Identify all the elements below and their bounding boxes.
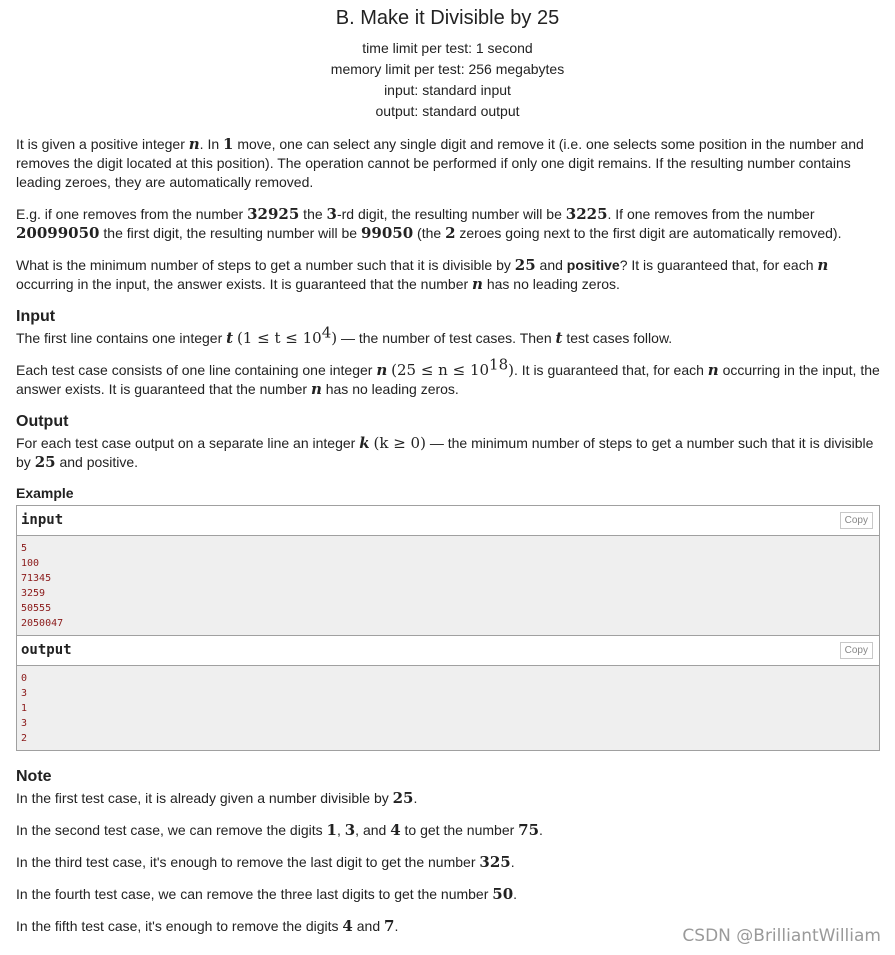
output-spec: output: standard output: [375, 103, 520, 119]
note-paragraph-3: In the third test case, it's enough to remove the last digit to get the number 325.: [16, 853, 515, 871]
output-paragraph-1: For each test case output on a separate line an integer k (k ≥ 0) — the minimum number of steps to get a number such that it is divisible by 25 and positive.: [16, 434, 874, 471]
statement-paragraph-1: It is given a positive integer n. In 1 move, one can select any single digit and remove it (i.e. one selects some position in the number and removes the digit located at this position). The operation cannot be performed if only one digit remains. If the resulting number contains leading zeroes, they are automatically removed.: [16, 135, 864, 190]
sample-line: 1: [21, 703, 28, 714]
time-limit: time limit per test: 1 second: [362, 40, 533, 56]
sample-line: 2: [21, 733, 28, 744]
problem-statement: [16, 135, 880, 949]
copy-input-button[interactable]: Copy: [840, 512, 873, 529]
note-paragraph-4: In the fourth test case, we can remove the three last digits to get the number 50.: [16, 885, 518, 903]
example-title: Example: [16, 485, 74, 501]
input-paragraph-2: Each test case consists of one line containing one integer n $(25 \le n \le 10^{18})$. It is guaranteed that, for each n occurring in the input, the answer exists. It is guaranteed that the number n has no leading zeros.: [16, 355, 880, 398]
sample-input-label: input: [21, 512, 64, 528]
statement-paragraph-3: What is the minimum number of steps to get a number such that it is divisible by 25 and positive? It is guaranteed that, for each n occurring in the input, the answer exists. It is guaranteed that the number n has no leading zeros.: [16, 256, 829, 293]
csdn-watermark: CSDN @BrilliantWilliam: [682, 926, 881, 946]
sample-line: 3259: [21, 588, 46, 599]
sample-output-header: [17, 636, 879, 666]
sample-input-body[interactable]: [17, 536, 879, 635]
sample-output-body[interactable]: [17, 666, 879, 750]
sample-line: 100: [21, 558, 40, 569]
sample-line: 0: [21, 673, 28, 684]
note-paragraph-5: In the fifth test case, it's enough to remove the digits 4 and 7.: [16, 917, 399, 935]
memory-limit: memory limit per test: 256 megabytes: [330, 61, 565, 77]
problem-header: [0, 0, 895, 122]
sample-input-header: [17, 506, 879, 536]
input-spec: input: standard input: [384, 82, 511, 98]
sample-line: 50555: [21, 603, 52, 614]
statement-paragraph-2: E.g. if one removes from the number 32925 the 3-rd digit, the resulting number will be 3225. If one removes from the number 20099050 the first digit, the resulting number will be 99050 (the 2 zeroes going next to the first digit are automatically removed).: [16, 205, 842, 242]
output-section-title: Output: [16, 413, 69, 430]
sample-line: 71345: [21, 573, 52, 584]
sample-line: 3: [21, 688, 28, 699]
input-paragraph-1: The first line contains one integer t $(1 \le t \le 10^4)$ — the number of test cases. Then t test cases follow.: [16, 323, 673, 347]
note-section-title: Note: [16, 768, 52, 785]
sample-line: 5: [21, 543, 28, 554]
note-paragraph-2: In the second test case, we can remove the digits 1, 3, and 4 to get the number 75.: [16, 821, 543, 839]
sample-tests: [16, 505, 880, 751]
sample-line: 2050047: [21, 618, 64, 629]
input-section-title: Input: [16, 308, 56, 325]
note-paragraph-1: In the first test case, it is already given a number divisible by 25.: [16, 789, 418, 807]
sample-line: 3: [21, 718, 28, 729]
copy-output-button[interactable]: Copy: [840, 642, 873, 659]
sample-output-label: output: [21, 642, 72, 658]
problem-title: B. Make it Divisible by 25: [335, 7, 560, 29]
